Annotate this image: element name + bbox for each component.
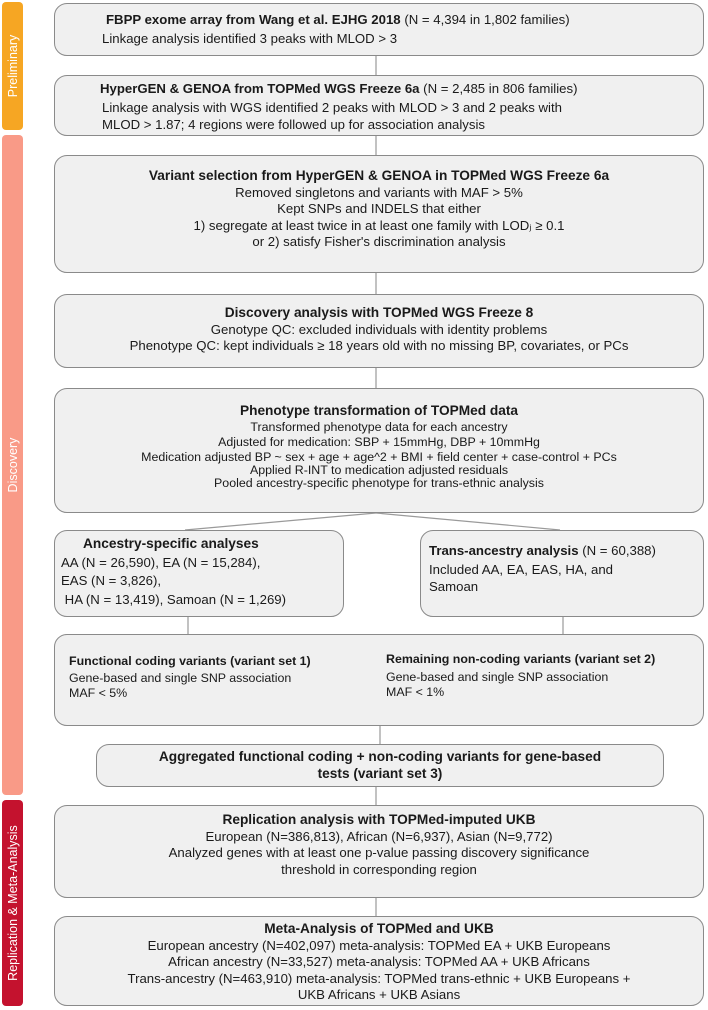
box-hypergen-genoa: [54, 75, 704, 136]
phenotype-line-2: Adjusted for medication: SBP + 15mmHg, DBP + 10mmHg: [218, 434, 540, 449]
box-ancestry-specific: [54, 530, 344, 617]
variant-set-2-line-1: Gene-based and single SNP association: [386, 670, 609, 684]
ancestry-specific-line-3: HA (N = 13,419), Samoan (N = 1,269): [61, 592, 287, 607]
box-phenotype-transformation: [54, 388, 704, 513]
trans-ancestry-sample-size: (N = 60,388): [582, 543, 656, 558]
hypergen-title-row: [100, 81, 577, 98]
discovery-title: Discovery analysis with TOPMed WGS Freeze 8: [224, 305, 534, 320]
box-trans-ancestry: [420, 530, 704, 617]
aggregated-line-2: tests (variant set 3): [317, 765, 443, 781]
variant-selection-line-1: Removed singletons and variants with MAF > 5%: [235, 184, 523, 200]
variant-set-1-line-1: Gene-based and single SNP association: [69, 671, 292, 685]
box-replication: [54, 805, 704, 898]
discovery-line-1: Genotype QC: excluded individuals with identity problems: [210, 321, 548, 337]
meta-analysis-line-4: UKB Africans + UKB Asians: [297, 987, 461, 1002]
trans-ancestry-line-1: Included AA, EA, EAS, HA, and: [429, 562, 613, 577]
replication-line-3: threshold in corresponding region: [281, 861, 477, 877]
trans-ancestry-title: Trans-ancestry analysis: [429, 543, 579, 558]
exome-line-1: Linkage analysis identified 3 peaks with MLOD > 3: [102, 31, 398, 46]
stage-label-discovery: Discovery: [5, 437, 20, 493]
variant-set-1-line-2: MAF < 5%: [69, 686, 128, 700]
box-exome-array: [54, 3, 704, 56]
box-meta-analysis: [54, 916, 704, 1006]
variant-selection-line-2: Kept SNPs and INDELS that either: [277, 201, 481, 216]
discovery-line-2: Phenotype QC: kept individuals ≥ 18 years old with no missing BP, covariates, or PCs: [129, 338, 629, 353]
ancestry-specific-line-1: AA (N = 26,590), EA (N = 15,284),: [61, 555, 261, 570]
aggregated-line-1: Aggregated functional coding + non-coding variants for gene-based: [158, 749, 602, 764]
exome-sample-size: (N = 4,394 in 1,802 families): [404, 12, 570, 27]
box-aggregated-variants: [96, 744, 664, 787]
trans-ancestry-line-2: Samoan: [429, 579, 479, 594]
phenotype-line-3: Medication adjusted BP ~ sex + age + age^2 + BMI + field center + case-control + PCs: [141, 449, 617, 464]
hypergen-line-1: Linkage analysis with WGS identified 2 peaks with MLOD > 3 and 2 peaks with: [102, 100, 562, 115]
meta-analysis-line-3: Trans-ancestry (N=463,910) meta-analysis: TOPMed trans-ethnic + UKB Europeans +: [127, 970, 631, 986]
variant-set-1-title: Functional coding variants (variant set 1): [69, 654, 311, 668]
phenotype-line-1: Transformed phenotype data for each ancestry: [250, 419, 508, 434]
meta-analysis-title: Meta-Analysis of TOPMed and UKB: [264, 921, 494, 936]
replication-line-2: Analyzed genes with at least one p-value passing discovery significance: [168, 845, 590, 860]
phenotype-title: Phenotype transformation of TOPMed data: [239, 403, 519, 418]
variant-set-2-line-2: MAF < 1%: [386, 685, 445, 699]
phenotype-line-5: Pooled ancestry-specific phenotype for trans-ethnic analysis: [214, 475, 544, 490]
box-variant-sets: [54, 634, 704, 726]
exome-title: FBPP exome array from Wang et al. EJHG 2018: [106, 12, 401, 27]
box-variant-selection: [54, 155, 704, 273]
exome-title-row: [106, 12, 570, 29]
variant-set-2-title: Remaining non-coding variants (variant set 2): [386, 652, 656, 666]
variant-selection-line-3: 1) segregate at least twice in at least one family with LODⱼ ≥ 0.1: [193, 217, 565, 233]
ancestry-specific-title: Ancestry-specific analyses: [83, 536, 259, 551]
variant-selection-line-4: or 2) satisfy Fisher's discrimination analysis: [252, 234, 506, 249]
replication-title: Replication analysis with TOPMed-imputed UKB: [222, 812, 536, 827]
meta-analysis-line-1: European ancestry (N=402,097) meta-analysis: TOPMed EA + UKB Europeans: [147, 937, 611, 953]
hypergen-line-2: MLOD > 1.87; 4 regions were followed up for association analysis: [102, 117, 486, 132]
replication-line-1: European (N=386,813), African (N=6,937), Asian (N=9,772): [205, 828, 553, 844]
phenotype-line-4: Applied R-INT to medication adjusted residuals: [249, 462, 509, 477]
meta-analysis-line-2: African ancestry (N=33,527) meta-analysis: TOPMed AA + UKB Africans: [168, 954, 590, 969]
stage-label-replication: Replication & Meta-Analysis: [5, 825, 20, 981]
ancestry-specific-line-2: EAS (N = 3,826),: [61, 573, 162, 588]
box-discovery-analysis: [54, 294, 704, 368]
hypergen-title: HyperGEN & GENOA from TOPMed WGS Freeze 6a: [100, 81, 420, 96]
hypergen-sample-size: (N = 2,485 in 806 families): [423, 81, 578, 96]
trans-ancestry-title-row: [429, 543, 656, 560]
variant-selection-title: Variant selection from HyperGEN & GENOA in TOPMed WGS Freeze 6a: [148, 168, 610, 183]
stage-label-preliminary: Preliminary: [5, 34, 20, 98]
